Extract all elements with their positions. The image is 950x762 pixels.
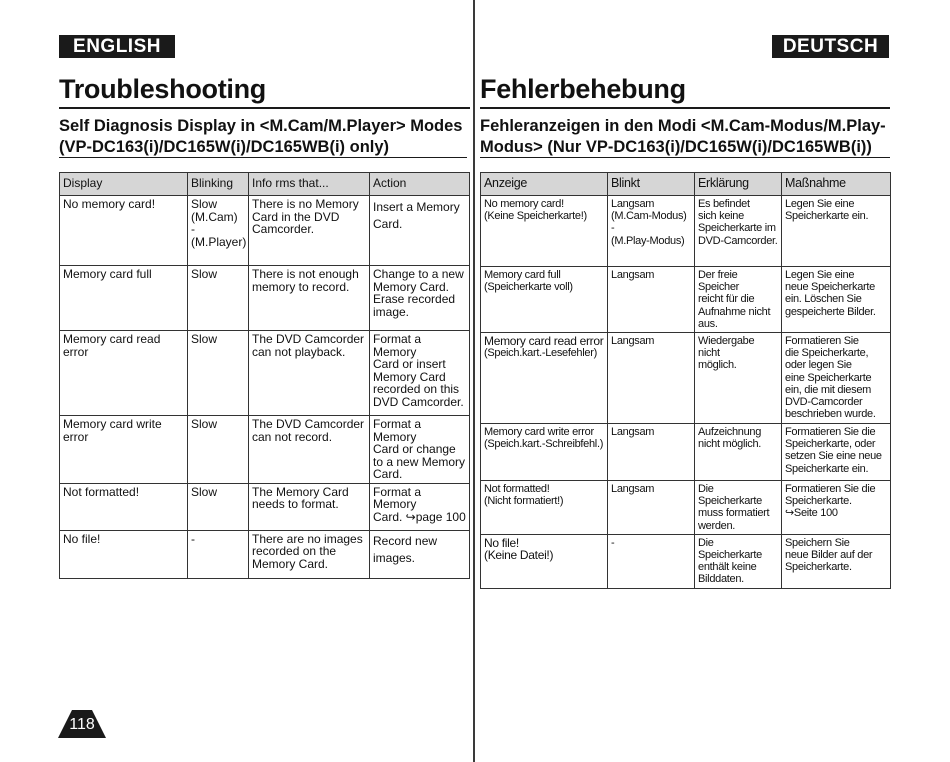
cell-line: Bilddaten. — [698, 573, 744, 586]
section-heading-line: (VP-DC163(i)/DC165W(i)/DC165WB(i) only) — [59, 138, 390, 156]
cell-blinking — [608, 196, 695, 267]
col-header-display: Anzeige — [481, 173, 608, 196]
cell-line: Langsam — [611, 483, 655, 496]
cell-line: Card. — [373, 217, 403, 231]
cell-line: needs to format. — [252, 497, 339, 511]
cell-line: Speichern Sie — [785, 536, 850, 549]
cell-line: eine Speicherkarte — [785, 371, 872, 384]
cell-line: Memory card write error — [484, 426, 594, 439]
cell-action — [370, 196, 470, 266]
cell-line: Memory Card — [373, 369, 446, 384]
cell-line: (M.Play-Modus) — [611, 234, 685, 247]
cell-line: Formatieren Sie — [785, 335, 859, 348]
cell-info — [249, 196, 370, 266]
cell-line: Memory Card. — [373, 279, 450, 294]
cell-line: (Speich.kart.-Schreibfehl.) — [484, 438, 604, 451]
cell-action — [370, 416, 470, 484]
cell-line: neue Speicherkarte — [785, 281, 875, 294]
cell-blinking — [188, 530, 249, 578]
cell-line: The DVD Camcorder — [252, 332, 365, 346]
cell-line: Format a Memory — [373, 417, 422, 444]
center-divider — [473, 0, 475, 762]
title-rule-deutsch — [480, 107, 890, 109]
cell-line: Speicherkarte. — [785, 561, 852, 574]
cell-line: Change to a new — [373, 267, 464, 281]
page-title-english: Troubleshooting — [59, 74, 266, 104]
col-header-info: Info rms that... — [249, 173, 370, 196]
table-row — [481, 196, 891, 267]
cell-line: Camcorder. — [252, 222, 315, 236]
cell-line: - — [611, 222, 615, 235]
cell-line: The Memory Card — [252, 484, 349, 499]
section-heading-line: Self Diagnosis Display in <M.Cam/M.Player> Modes — [59, 117, 463, 135]
cell-line: muss formatiert — [698, 507, 770, 520]
cell-info — [695, 333, 782, 424]
cell-line: Formatieren Sie die — [785, 426, 876, 439]
cell-line: Slow — [191, 484, 218, 499]
title-rule-english — [59, 107, 470, 109]
cell-line: ein. Löschen Sie — [785, 293, 862, 306]
cell-line: nicht möglich. — [698, 438, 762, 451]
cell-info — [249, 483, 370, 530]
cell-line: Aufzeichnung — [698, 426, 762, 439]
cell-line: Memory card read error — [484, 334, 604, 349]
cell-line: Slow — [191, 417, 218, 431]
table-row — [481, 424, 891, 481]
cell-line: Card or change — [373, 442, 456, 456]
cell-info — [249, 530, 370, 578]
cell-line: oder legen Sie — [785, 359, 852, 372]
cell-line: beschrieben wurde. — [785, 408, 876, 421]
cell-line: Format a Memory — [373, 332, 422, 359]
cell-display — [481, 333, 608, 424]
cell-display — [481, 424, 608, 481]
cell-action — [782, 481, 891, 535]
cell-line: ↪Seite 100 — [785, 507, 838, 520]
table-row — [481, 333, 891, 424]
cell-display: Not formatted! — [60, 483, 188, 530]
cell-line: recorded on the — [252, 544, 337, 558]
heading-underline-english — [59, 157, 467, 158]
heading-underline-deutsch — [480, 157, 890, 158]
col-header-action: Action — [370, 173, 470, 196]
cell-line: There are no images — [252, 531, 363, 546]
section-heading-deutsch — [480, 116, 892, 158]
cell-info — [695, 196, 782, 267]
cell-action — [782, 424, 891, 481]
cell-line: Speicherkarte ein. — [785, 462, 869, 475]
page-title-deutsch: Fehlerbehebung — [480, 74, 686, 104]
table-row — [481, 534, 891, 588]
cell-line: gespeicherte Bilder. — [785, 305, 876, 318]
cell-line: DVD-Camcorder. — [698, 234, 778, 247]
cell-action — [370, 483, 470, 530]
cell-line: - — [611, 536, 615, 549]
cell-line: Insert a Memory — [373, 200, 460, 214]
cell-line: DVD Camcorder. — [373, 394, 464, 409]
cell-line: (Keine Datei!) — [484, 548, 554, 563]
cell-line: Die Speicherkarte — [698, 483, 762, 508]
cell-line: can not record. — [252, 429, 333, 444]
section-heading-line: Fehleranzeigen in den Modi <M.Cam-Modus/M.Play- — [480, 117, 886, 135]
cell-line: Speicherkarte. — [785, 495, 852, 508]
cell-line: - — [191, 222, 195, 236]
page-number-tab — [58, 710, 106, 738]
table-header-row — [60, 173, 470, 196]
cell-blinking — [608, 267, 695, 333]
cell-line: (Nicht formatiert!) — [484, 495, 564, 508]
cell-line: image. — [373, 304, 410, 319]
cell-line: ein, die mit diesem — [785, 383, 872, 396]
table-header-row — [481, 173, 891, 196]
cell-display — [481, 267, 608, 333]
cell-line: (Speicherkarte voll) — [484, 281, 573, 294]
cell-display: Memory card read error — [60, 331, 188, 416]
cell-line: Legen Sie eine — [785, 269, 855, 281]
cell-line: Card. — [373, 467, 403, 481]
col-header-info: Erklärung — [695, 173, 782, 196]
cell-action — [370, 530, 470, 578]
table-row — [60, 331, 470, 416]
language-badge-deutsch: DEUTSCH — [772, 35, 889, 58]
cell-line: Langsam — [611, 269, 655, 281]
cell-line: möglich. — [698, 359, 737, 372]
table-row — [481, 481, 891, 535]
cell-line: reicht für die — [698, 293, 755, 306]
col-header-display: Display — [60, 173, 188, 196]
cell-action — [782, 267, 891, 333]
col-header-blinking: Blinking — [188, 173, 249, 196]
cell-line: Aufnahme nicht — [698, 305, 771, 318]
section-heading-english — [59, 116, 474, 158]
cell-line: can not playback. — [252, 344, 346, 359]
cell-display: Memory card full — [60, 266, 188, 331]
cell-display: No memory card! — [60, 196, 188, 266]
cell-line: Legen Sie eine — [785, 198, 855, 210]
cell-line: setzen Sie eine neue — [785, 450, 882, 463]
cell-display: Memory card write error — [60, 416, 188, 484]
cell-line: memory to record. — [252, 279, 350, 294]
cell-blinking — [188, 483, 249, 530]
cell-line: Memory card full — [484, 269, 561, 281]
col-header-blinking: Blinkt — [608, 173, 695, 196]
cell-info — [249, 416, 370, 484]
cell-line: recorded on this — [373, 382, 460, 396]
cell-display — [481, 534, 608, 588]
cell-line: Card in the DVD — [252, 209, 340, 224]
cell-blinking — [608, 424, 695, 481]
cell-display: No file! — [60, 530, 188, 578]
cell-line: There is not enough — [252, 267, 359, 281]
cell-line: The DVD Camcorder — [252, 417, 365, 431]
cell-line: DVD-Camcorder — [785, 396, 863, 409]
cell-line: Langsam — [611, 335, 655, 348]
cell-blinking — [188, 196, 249, 266]
table-row — [481, 267, 891, 333]
cell-line: enthält keine — [698, 561, 757, 574]
cell-line: Langsam — [611, 426, 655, 439]
cell-line: No file! — [484, 535, 519, 550]
cell-blinking — [608, 333, 695, 424]
cell-line: There is no Memory — [252, 197, 359, 211]
cell-display — [481, 196, 608, 267]
cell-info — [249, 266, 370, 331]
cell-blinking — [608, 534, 695, 588]
cell-line: (Speich.kart.-Lesefehler) — [484, 347, 597, 360]
cell-line: Memory Card. — [252, 556, 329, 571]
cell-line: Die Speicherkarte — [698, 536, 762, 562]
cell-info — [249, 331, 370, 416]
cell-line: No memory card! — [484, 198, 564, 210]
section-heading-line: Modus> (Nur VP-DC163(i)/DC165W(i)/DC165WB(i)) — [480, 138, 872, 156]
cell-line: Formatieren Sie die — [785, 483, 876, 496]
cell-action — [782, 196, 891, 267]
cell-action — [782, 333, 891, 424]
cell-line: Speicherkarte, oder — [785, 438, 876, 451]
troubleshooting-table-deutsch — [480, 172, 891, 589]
cell-info — [695, 534, 782, 588]
cell-line: Slow — [191, 197, 218, 211]
cell-line: Wiedergabe nicht — [698, 335, 755, 360]
cell-line: Langsam — [611, 198, 655, 210]
cell-line: aus. — [698, 317, 718, 330]
cell-line: - — [191, 531, 195, 546]
cell-blinking — [188, 416, 249, 484]
cell-blinking — [608, 481, 695, 535]
table-row — [60, 266, 470, 331]
cell-info — [695, 424, 782, 481]
cell-action — [370, 266, 470, 331]
cell-line: Slow — [191, 267, 218, 281]
page-number: 118 — [69, 716, 95, 733]
cell-line: (M.Cam) — [191, 209, 238, 224]
cell-line: (Keine Speicherkarte!) — [484, 210, 587, 223]
cell-blinking — [188, 331, 249, 416]
cell-line: sich keine — [698, 210, 744, 223]
cell-line: (M.Player) — [191, 234, 247, 249]
cell-info — [695, 267, 782, 333]
troubleshooting-table-english — [59, 172, 470, 579]
cell-line: Slow — [191, 332, 218, 346]
cell-line: Speicherkarte im — [698, 222, 776, 235]
cell-blinking — [188, 266, 249, 331]
cell-line: werden. — [698, 519, 736, 532]
cell-action — [782, 534, 891, 588]
col-header-action: Maßnahme — [782, 173, 891, 196]
cell-info — [695, 481, 782, 535]
cell-line: Format a Memory — [373, 484, 422, 511]
cell-line: Der freie Speicher — [698, 269, 740, 294]
cell-line: die Speicherkarte, — [785, 347, 869, 360]
table-row — [60, 483, 470, 530]
cell-line: to a new Memory — [373, 454, 466, 469]
language-badge-english: ENGLISH — [59, 35, 175, 58]
cell-line: Card. ↪page 100 — [373, 509, 466, 524]
cell-line: Not formatted! — [484, 483, 550, 496]
table-row — [60, 530, 470, 578]
cell-line: Record new — [373, 533, 438, 548]
cell-display — [481, 481, 608, 535]
cell-line: images. — [373, 550, 416, 565]
cell-line: neue Bilder auf der — [785, 549, 873, 562]
cell-line: Card or insert — [373, 357, 446, 371]
cell-line: Es befindet — [698, 198, 750, 210]
table-row — [60, 416, 470, 484]
table-row — [60, 196, 470, 266]
cell-line: (M.Cam-Modus) — [611, 210, 687, 223]
cell-action — [370, 331, 470, 416]
cell-line: Erase recorded — [373, 292, 456, 306]
cell-line: Speicherkarte ein. — [785, 210, 869, 223]
